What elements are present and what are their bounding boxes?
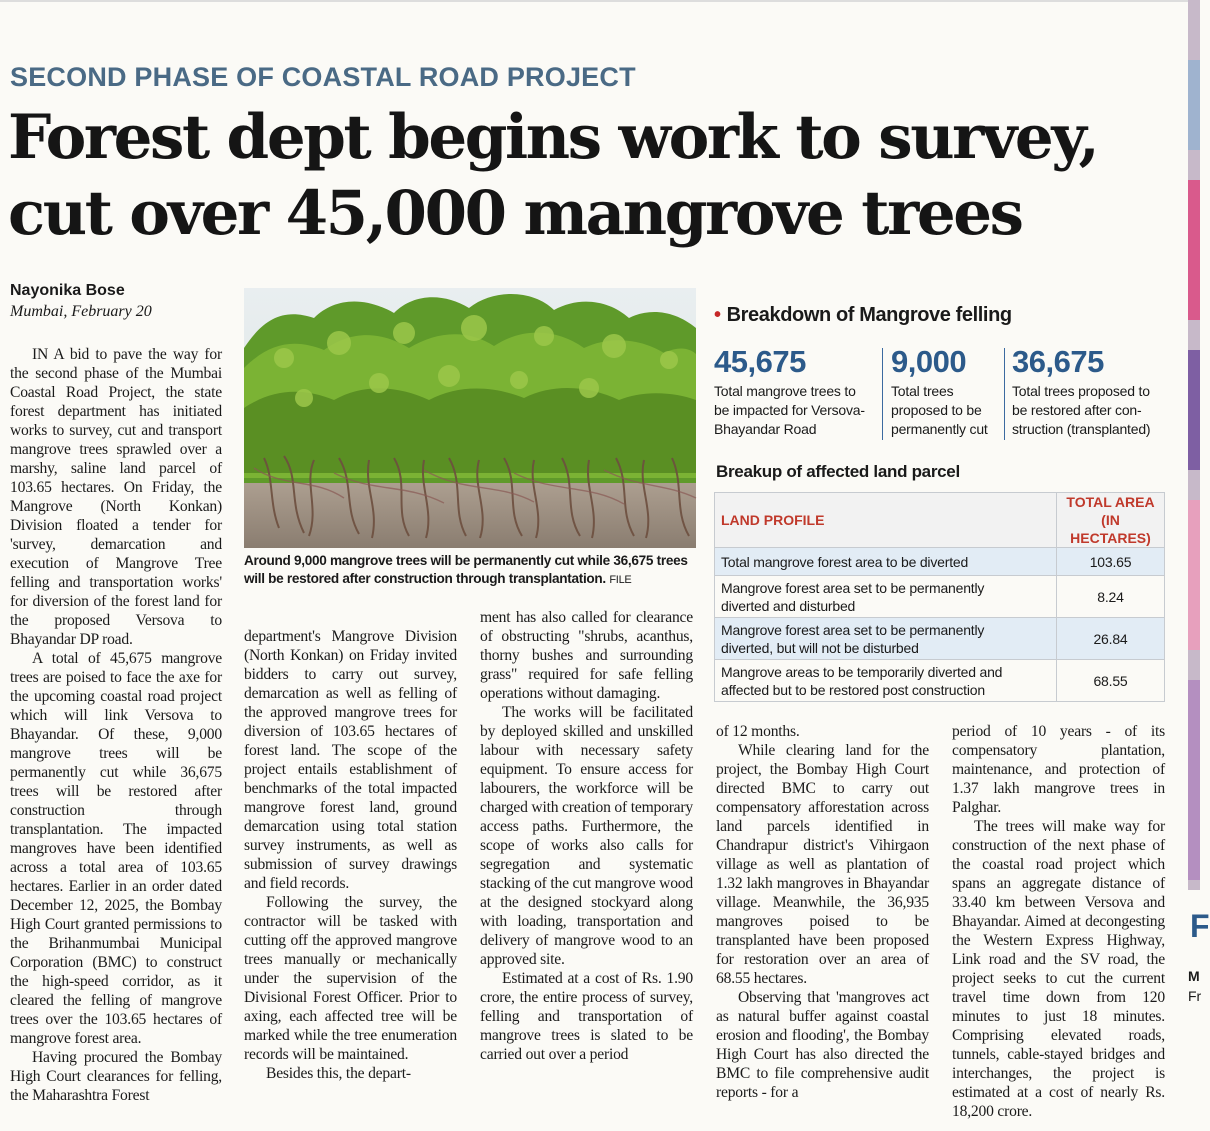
stat-label	[714, 382, 879, 439]
edge-letter: Fr	[1188, 988, 1202, 1004]
cell-line: Total mangrove forest area to be diverted	[721, 553, 969, 570]
bullet-icon: •	[714, 304, 721, 326]
header-line: TOTAL AREA	[1066, 494, 1155, 510]
stat-divider	[882, 348, 883, 440]
caption-text: Around 9,000 mangrove trees will be permanently cut while 36,675 trees will be restored after construction through transplantation.	[244, 553, 688, 586]
area-cell: 8.24	[1057, 576, 1165, 618]
stat-label-line: struction (transplanted)	[1012, 421, 1151, 437]
paragraph: IN A bid to pave the way for the second phase of the Mumbai Coastal Road Project, the state forest department has initiated works to survey, cut and transport mangrove trees sprawled over a marshy, saline land parcel of 103.65 hectares. On Friday, the Mangrove (North Konkan) Division floated a tender for 'survey, demarcation and execution of Mangrove Tree felling and transportation works' for diversion of the forest land for the proposed Versova to Bhayandar DP road.	[10, 346, 222, 648]
photo-credit: FILE	[609, 574, 632, 586]
dateline: Mumbai, February 20	[10, 303, 152, 320]
cell-line: Mangrove forest area set to be permanently	[721, 621, 985, 638]
stat-label-line: Total mangrove trees to	[714, 383, 856, 399]
cell-line: Mangrove areas to be temporarily diverted and	[721, 663, 1003, 680]
area-cell: 68.55	[1057, 660, 1165, 702]
stat-divider	[1004, 348, 1005, 440]
breakup-title: Breakup of affected land parcel	[716, 462, 960, 481]
column-header-total-area	[1057, 493, 1165, 548]
table-header-row	[715, 493, 1165, 548]
article-column-5	[952, 722, 1165, 1121]
paragraph: ment has also called for clearance of obstructing "shrubs, acanthus, thorny bushes and surrounding grass" required for safe felling operations without damaging.	[480, 609, 693, 702]
adjacent-page-edge	[1188, 0, 1210, 1126]
paragraph: department's Mangrove Division (North Konkan) on Friday invited bidders to carry out survey, demarcation as well as felling of the approved mangrove trees for diversion of 103.65 hectares of forest land. The scope of the project entails establishment of benchmarks of the total impacted mangrove forest land, ground demarcation using total station survey instruments, as well as submission of survey drawings and field records.	[244, 628, 457, 892]
land-profile-cell	[715, 660, 1057, 702]
panel-title-text: Breakdown of Mangrove felling	[726, 304, 1012, 326]
stat-label-line: be restored after con-	[1012, 402, 1142, 418]
cell-line: Mangrove forest area set to be permanently	[721, 579, 985, 596]
cell-line: diverted, but will not be disturbed	[721, 639, 919, 656]
table-row	[715, 618, 1165, 660]
byline: Nayonika Bose	[10, 282, 125, 299]
paragraph: Besides this, the depart-	[266, 1065, 411, 1082]
table-row	[715, 548, 1165, 576]
article-column-3	[480, 608, 693, 1064]
headline-line-1: Forest dept begins work to survey,	[8, 102, 1098, 173]
stat-label-line: be impacted for Versova-	[714, 402, 865, 418]
land-profile-cell	[715, 618, 1057, 660]
stat-label-line: proposed to be	[891, 402, 982, 418]
paragraph: The works will be facilitated by deployed skilled and unskilled labour with necessary safety equipment. To ensure access for labourers, the workforce will be charged with creation of temporary access paths. Furthermore, the scope of works also calls for segregation and systematic stacking of the cut mangrove wood at the designed stockyard along with loading, transportation and delivery of mangrove wood to an approved site.	[480, 704, 693, 968]
article-column-2	[244, 627, 457, 1083]
paragraph: A total of 45,675 mangrove trees are poised to face the axe for the upcoming coastal road project which will link Versova to Bhayandar. Of these, 9,000 mangrove trees will be permanently cut while 36,675 trees will be restored after construction through transplantation. The impacted mangroves have been identified across a total area of 103.65 hectares. Earlier in an order dated December 12, 2025, the Bombay High Court granted permissions to the Brihanmumbai Municipal Corporation (BMC) to construct the high-speed corridor, as it cleared the felling of mangrove trees over the 103.65 hectares of mangrove forest area.	[10, 650, 222, 1047]
stat-label-line: Total trees proposed to	[1012, 383, 1150, 399]
area-cell: 103.65	[1057, 548, 1165, 576]
paragraph: Having procured the Bombay High Court clearances for felling, the Maharashtra Forest	[10, 1049, 222, 1104]
paragraph: Estimated at a cost of Rs. 1.90 crore, the entire process of survey, felling and transportation of mangrove trees is slated to be carried out over a period	[480, 970, 693, 1063]
land-parcel-table	[714, 492, 1165, 702]
area-cell: 26.84	[1057, 618, 1165, 660]
header-line: (IN HECTARES)	[1070, 512, 1151, 546]
table-row	[715, 576, 1165, 618]
mangrove-photo-illustration	[244, 288, 696, 548]
stat-label-line: permanently cut	[891, 421, 988, 437]
stat-total-impacted	[714, 344, 879, 439]
article-headline	[8, 100, 1188, 252]
stat-label	[891, 382, 1003, 439]
cell-line: diverted and disturbed	[721, 597, 856, 614]
land-profile-cell	[715, 548, 1057, 576]
article-column-4	[716, 722, 929, 1102]
adjacent-photo-strip	[1188, 0, 1200, 1126]
paragraph: of 12 months.	[716, 723, 800, 740]
cell-line: affected but to be restored post construction	[721, 681, 985, 698]
panel-title	[714, 304, 1012, 327]
land-profile-cell	[715, 576, 1057, 618]
edge-letter: M	[1188, 968, 1200, 984]
stat-restored	[1012, 344, 1172, 439]
paragraph: period of 10 years - of its compensatory plantation, maintenance, and protection of 1.37 lakh mangrove trees in Palghar.	[952, 723, 1165, 816]
stat-label-line: Bhayandar Road	[714, 421, 817, 437]
paragraph: The trees will make way for construction of the next phase of the coastal road project which spans an aggregate distance of 33.40 km between Versova and Bhayandar. Aimed at decongesting the Western Express Highway, Link road and the SV road, the project seeks to cut the current travel time down from 120 minutes to just 18 minutes. Comprising elevated roads, tunnels, cable-stayed bridges and interchanges, the project is estimated at a cost of nearly Rs. 18,200 crore.	[952, 818, 1165, 1120]
top-rule	[0, 0, 1188, 2]
paragraph: Observing that 'mangroves act as natural buffer against coastal erosion and flooding', the Bombay High Court has also directed the BMC to file comprehensive audit reports - for a	[716, 989, 929, 1101]
photo-caption	[244, 552, 696, 589]
article-column-1	[10, 345, 222, 1105]
headline-line-2: cut over 45,000 mangrove trees	[8, 178, 1022, 249]
stat-label	[1012, 382, 1172, 439]
article-kicker: SECOND PHASE OF COASTAL ROAD PROJECT	[10, 62, 636, 92]
paragraph: While clearing land for the project, the Bombay High Court directed BMC to carry out compensatory afforestation across land parcels identified in Chandrapur district's Vihirgaon village as well as plantation of 1.32 lakh mangroves in Bhayandar village. Meanwhile, the 36,935 mangroves poised to be transplanted have been proposed for restoration over an area of 68.55 hectares.	[716, 742, 929, 987]
stat-permanently-cut	[891, 344, 1003, 439]
stat-number: 45,675	[714, 344, 806, 379]
table-row	[715, 660, 1165, 702]
paragraph: Following the survey, the contractor will be tasked with cutting off the approved mangrove trees manually or mechanically under the supervision of the Divisional Forest Officer. Prior to axing, each affected tree will be marked while the tree enumeration records will be maintained.	[244, 894, 457, 1063]
stat-number: 9,000	[891, 344, 967, 379]
edge-letter: F	[1190, 908, 1210, 944]
stat-number: 36,675	[1012, 344, 1104, 379]
mangrove-photo	[244, 288, 696, 548]
stat-label-line: Total trees	[891, 383, 954, 399]
column-header-land-profile: LAND PROFILE	[715, 493, 1057, 548]
